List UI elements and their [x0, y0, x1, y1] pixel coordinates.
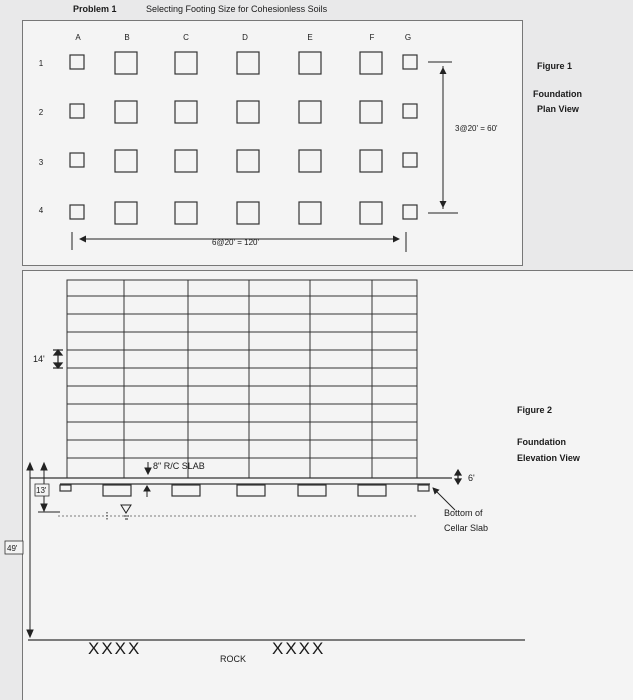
footing-d4: [237, 202, 259, 224]
figure2-title-line2: Elevation View: [517, 453, 580, 463]
cellar-slab: [30, 478, 452, 484]
footing-e4: [299, 202, 321, 224]
column-label-f: F: [369, 33, 375, 42]
elev-footing-c: [172, 485, 200, 496]
figure2-number: Figure 2: [517, 405, 553, 415]
cellar-depth-label: 6': [468, 473, 475, 483]
elev-footing-d: [237, 485, 265, 496]
bottom-slab-leader: [433, 488, 455, 510]
cellar-depth-dim: [455, 470, 461, 484]
elev-footing-b: [103, 485, 131, 496]
footing-c2: [175, 101, 197, 123]
footing-e2: [299, 101, 321, 123]
column-label-g: G: [404, 33, 412, 42]
plan-dim-horizontal-label: 6@20' = 120': [212, 238, 259, 247]
footing-d1: [237, 52, 259, 74]
footing-a1: [70, 55, 84, 69]
row-label-4: 4: [38, 206, 44, 215]
elev-footing-e: [298, 485, 326, 496]
column-label-d: D: [242, 33, 248, 42]
water-depth-label: 13': [36, 486, 47, 495]
column-label-e: E: [307, 33, 313, 42]
footing-a3: [70, 153, 84, 167]
column-label-c: C: [183, 33, 189, 42]
row-label-1: 1: [38, 59, 44, 68]
footing-d2: [237, 101, 259, 123]
footing-f1: [360, 52, 382, 74]
row-label-2: 2: [38, 108, 44, 117]
water-table-icon: [107, 505, 131, 520]
footing-b3: [115, 150, 137, 172]
footing-a2: [70, 104, 84, 118]
footing-c3: [175, 150, 197, 172]
elev-footing-a: [60, 485, 71, 491]
figure1-title-line2: Plan View: [537, 104, 579, 114]
rock-depth-label: 49': [7, 544, 18, 553]
footing-g1: [403, 55, 417, 69]
footing-f3: [360, 150, 382, 172]
row-label-3: 3: [38, 158, 44, 167]
rock-label: ROCK: [220, 654, 247, 664]
footing-g4: [403, 205, 417, 219]
footing-f4: [360, 202, 382, 224]
building-frame: [67, 280, 417, 478]
elevation-footings: [60, 485, 429, 496]
slab-label: 8" R/C SLAB: [153, 461, 205, 471]
figure1-title-line1: Foundation: [533, 89, 582, 99]
story-height-dim: [53, 350, 63, 368]
footing-c1: [175, 52, 197, 74]
footing-b4: [115, 202, 137, 224]
footing-b1: [115, 52, 137, 74]
footing-e3: [299, 150, 321, 172]
problem-subject: Selecting Footing Size for Cohesionless Soils: [146, 4, 328, 14]
elev-footing-g: [418, 485, 429, 491]
story-height-label: 14': [33, 354, 45, 364]
rock-depth-dim: [27, 463, 33, 637]
figure1-number: Figure 1: [537, 61, 573, 71]
footing-f2: [360, 101, 382, 123]
plan-dim-vertical-label: 3@20' = 60': [455, 124, 498, 133]
rock-marks-right: XXXX: [272, 639, 326, 658]
column-label-b: B: [124, 33, 130, 42]
bottom-slab-label-line2: Cellar Slab: [444, 523, 489, 533]
problem-number: Problem 1: [73, 4, 117, 14]
elev-footing-f: [358, 485, 386, 496]
figure2-title-line1: Foundation: [517, 437, 566, 447]
footing-a4: [70, 205, 84, 219]
slab-arrow: [145, 462, 151, 474]
slab-up-arrow: [144, 486, 150, 497]
column-label-a: A: [75, 33, 81, 42]
footing-e1: [299, 52, 321, 74]
footing-g2: [403, 104, 417, 118]
plan-dim-vertical: [428, 62, 458, 213]
plan-footings: [70, 52, 417, 224]
footing-b2: [115, 101, 137, 123]
footing-g3: [403, 153, 417, 167]
footing-d3: [237, 150, 259, 172]
footing-c4: [175, 202, 197, 224]
rock-marks-left: XXXX: [88, 639, 142, 658]
bottom-slab-label-line1: Bottom of: [444, 508, 483, 518]
